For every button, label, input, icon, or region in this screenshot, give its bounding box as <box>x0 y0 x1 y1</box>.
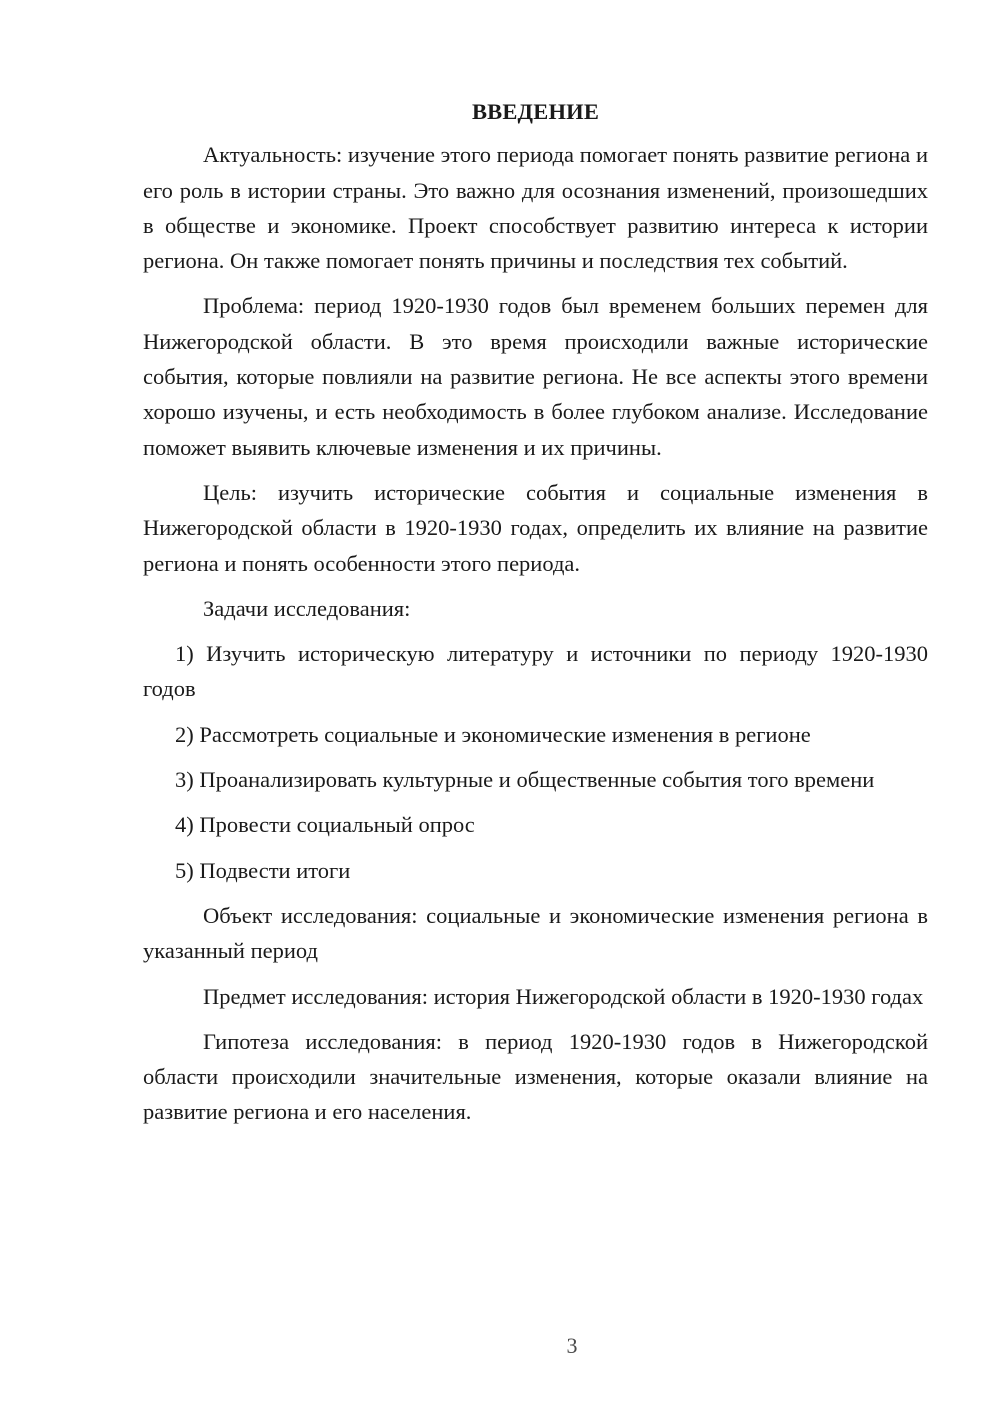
object-paragraph: Объект исследования: социальные и экономические изменения региона в указанный период <box>143 902 928 964</box>
task-item-2: 2) Рассмотреть социальные и экономические изменения в регионе <box>175 721 811 747</box>
hypothesis-paragraph: Гипотеза исследования: в период 1920-1930 годов в Нижегородской области происходили значительные изменения, которые оказали влияние на развитие региона и его населения. <box>143 1028 928 1125</box>
tasks-heading: Задачи исследования: <box>203 595 411 621</box>
relevance-paragraph: Актуальность: изучение этого периода помогает понять развитие региона и его роль в истории страны. Это важно для осознания изменений, произошедших в обществе и экономике. Проект способствует развитию интереса к истории региона. Он также помогает понять причины и последствия тех событий. <box>143 142 928 274</box>
task-item-5: 5) Подвести итоги <box>175 857 351 883</box>
section-title: ВВЕДЕНИЕ <box>471 99 600 124</box>
goal-paragraph: Цель: изучить исторические события и социальные изменения в Нижегородской области в 1920-1930 годах, определить их влияние на развитие региона и понять особенности этого периода. <box>143 479 928 576</box>
page-number: 3 <box>566 1333 578 1358</box>
task-item-3: 3) Проанализировать культурные и общественные события того времени <box>175 767 875 793</box>
subject-paragraph: Предмет исследования: история Нижегородской области в 1920-1930 годах <box>203 983 924 1009</box>
task-item-4: 4) Провести социальный опрос <box>175 812 475 838</box>
page-content <box>143 94 928 1140</box>
task-item-1: 1) Изучить историческую литературу и источники по периоду 1920-1930 годов <box>143 641 928 702</box>
problem-paragraph: Проблема: период 1920-1930 годов был временем больших перемен для Нижегородской области. В это время происходили важные исторические события, которые повлияли на развитие региона. Не все аспекты этого времени хорошо изучены, и есть необходимость в более глубоком анализе. Исследование поможет выявить ключевые изменения и их причины. <box>143 293 928 460</box>
